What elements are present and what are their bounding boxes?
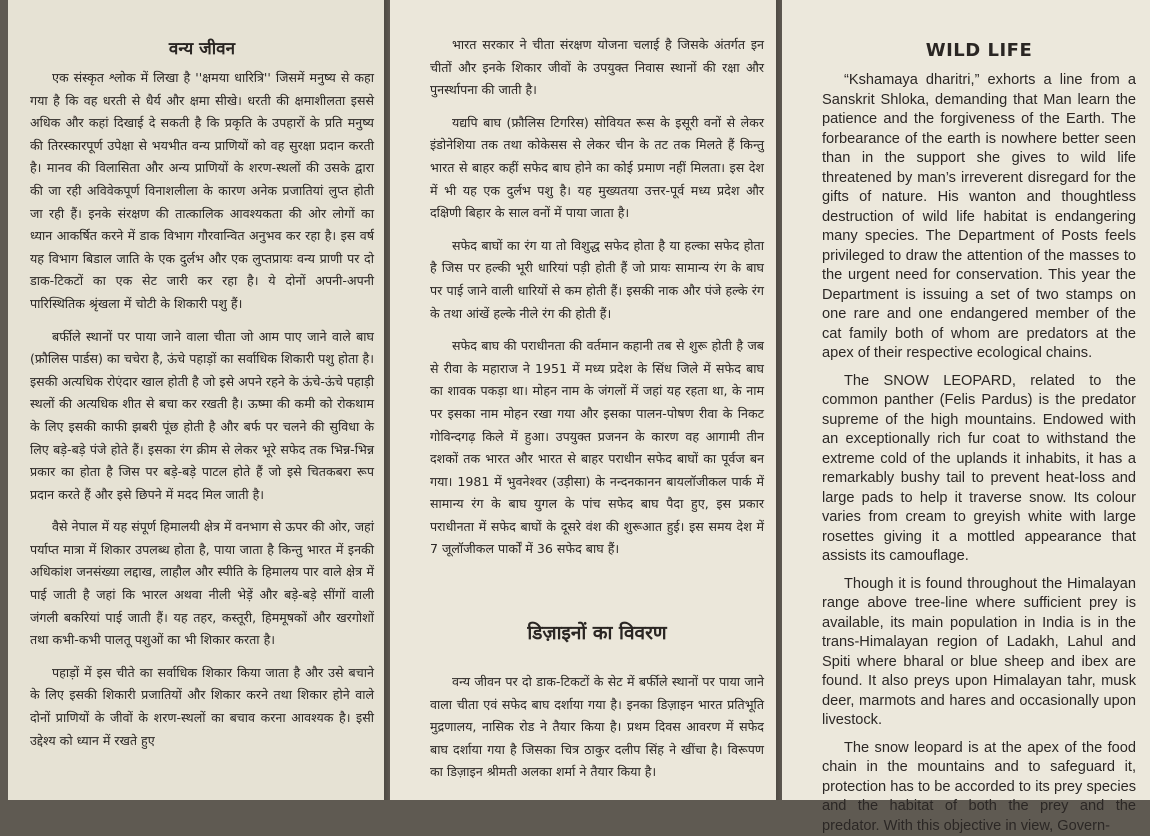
middle-paragraph: भारत सरकार ने चीता संरक्षण योजना चलाई है जिसके अंतर्गत इन चीतों और इनके शिकार जीवों के उपयुक्त निवास स्थानों की रक्षा और पुनर्स्थापना की जाती है। — [430, 34, 764, 102]
right-paragraph: The snow leopard is at the apex of the food chain in the mountains and to safeguard it, protection has to be accorded to its prey species and the habitat of both the prey and the predator. With this objective in view, Govern- — [822, 739, 1136, 836]
hindi-panel-middle — [390, 0, 776, 800]
english-title-wildlife: WILD LIFE — [822, 40, 1136, 61]
right-paragraph: Though it is found throughout the Himalayan range above tree-line where sufficient prey is available, its main population in India is in the trans-Himalayan region of Ladakh, Lahul and Spiti where bharal or blue sheep and ibex are found. It also preys upon Himalayan tahr, musk deer, marmots and hares and occasionally upon livestock. — [822, 575, 1136, 731]
hindi-panel-left — [8, 0, 384, 800]
middle-paragraph: यद्यपि बाघ (फ्रौलिस टिगरिस) सोवियत रूस के इसूरी वनों से लेकर इंडोनेशिया तक तथा कोकेसस से लेकर चीन के तट तक मिलते हैं किन्तु भारत से बाहर कहीं सफेद बाघ होने का कोई प्रमाण नहीं मिलता। इस देश में भी यह एक दुर्लभ पशु है। यह मुख्यतया उत्तर-पूर्व मध्य प्रदेश और दक्षिणी बिहार के साल वनों में पाया जाता है। — [430, 112, 764, 225]
english-panel-right — [782, 0, 1150, 800]
left-paragraph: एक संस्कृत श्लोक में लिखा है ''क्षमया धारित्रि'' जिसमें मनुष्य से कहा गया है कि वह धरती से धैर्य और क्षमा सीखे। धरती की क्षमाशीलता इससे अधिक और कहां दिखाई दे सकती है कि प्रकृति के उपहारों के प्रति मनुष्य की तिरस्कारपूर्ण उपेक्षा से भयभीत वन्य प्राणियों को वह सुरक्षा प्रदान करती है। मानव की विलासिता और अन्य प्राणियों के शरण-स्थलों की उसके द्वारा की जा रही अविवेकपूर्ण विनाशलीला के कारण अनेक प्रजातियां लुप्त होती जा रही हैं। इनके संरक्षण की तात्कालिक आवश्यकता की ओर लोगों का ध्यान आकर्षित करने में डाक विभाग गौरवान्वित अनुभव कर रहा है। इस वर्ष यह विभाग बिडाल जाति के एक दुर्लभ और एक लुप्तप्रायः वन्य प्राणी पर दो डाक-टिकटों का एक सेट जारी कर रहा है। ये दोनों अपनी-अपनी पारिस्थितिक श्रृंखला में चोटी के शिकारी पशु हैं। — [30, 67, 374, 316]
right-paragraph: “Kshamaya dharitri,” exhorts a line from a Sanskrit Shloka, demanding that Man learn the patience and the forgiveness of the Earth. The forbearance of the earth is nowhere better seen than in the support she gives to wild life threatened by man’s irreverent disregard for the gifts of nature. His wanton and thoughtless destruction of wild life habitat is endangering many species. The Department of Posts feels privileged to draw the attention of the masses to the urgent need for conservation. This year the Department is issuing a set of two stamps on one rare and one endangered member of the cat family both of whom are predators at the apex of their respective ecological chains. — [822, 71, 1136, 364]
left-paragraph: बर्फीले स्थानों पर पाया जाने वाला चीता जो आम पाए जाने वाले बाघ (फ्रौलिस पार्डस) का चचेरा है, ऊंचे पहाड़ों का सर्वाधिक शिकारी पशु होता है। इसकी अत्यधिक रोएंदार खाल होती है जो इसे अपने रहने के ऊंचे-ऊंचे पहाड़ी स्थलों की अत्यधिक शीत से बचा कर रखती है। ऊष्मा की कमी को रोकथाम के लिए इसकी काफी झबरी पूंछ होती है और बर्फ पर चलने की सुविधा के लिए बड़े-बड़े पंजे होते हैं। इसका रंग क्रीम से लेकर भूरे सफेद तक भिन्न-भिन्न प्रकार का होता है जिस पर बड़े-बड़े पाटल होते हैं जो इसे चितकबरा रूप प्रदान करते हैं और इसे छिपने में मदद मिल जाती है। — [30, 326, 374, 507]
right-paragraph: The SNOW LEOPARD, related to the common panther (Felis Pardus) is the predator supreme of the high mountains. Endowed with an exceptionally rich fur coat to withstand the extreme cold of the uplands it inhabits, it has a remarkably bushy tail to prevent heat-loss and large pads to help it traverse snow. Its colour varies from cream to greyish white with large rosettes giving it a mottled appearance that assists its camouflage. — [822, 372, 1136, 567]
design-description-title: डिज़ाइनों का विवरण — [430, 619, 764, 645]
hindi-title-wildlife: वन्य जीवन — [30, 36, 374, 59]
left-paragraph: पहाड़ों में इस चीते का सर्वाधिक शिकार किया जाता है और उसे बचाने के लिए इसकी शिकारी प्रजातियों और शिकार करने तथा शिकार होने वाले दोनों प्राणियों के जीवों के शरण-स्थलों का बचाव करना आवश्यक है। इसी उद्देश्य को ध्यान में रखते हुए — [30, 662, 374, 752]
middle-paragraph: वन्य जीवन पर दो डाक-टिकटों के सेट में बर्फीले स्थानों पर पाया जाने वाला चीता एवं सफेद बाघ दर्शाया गया है। इनका डिज़ाइन भारत प्रतिभूति मुद्रणालय, नासिक रोड ने तैयार किया है। प्रथम दिवस आवरण में सफेद बाघ दर्शाया गया है जिसका चित्र ठाकुर दलीप सिंह ने खींचा है। विरूपण का डिज़ाइन श्रीमती अलका शर्मा ने तैयार किया है। — [430, 671, 764, 784]
left-paragraph: वैसे नेपाल में यह संपूर्ण हिमालयी क्षेत्र में वनभाग से ऊपर की ओर, जहां पर्याप्त मात्रा में शिकार उपलब्ध होता है, पाया जाता है किन्तु भारत में इनकी अधिकांश जनसंख्या लद्दाख, लाहौल और स्पीति के हिमालय पार वाले क्षेत्र में पाई जाती है जहां कि भारल अथवा नीली भेड़ें और बड़े-बड़े सींगों वाली जंगली बकरियां पाई जाती हैं। यह तहर, कस्तूरी, हिममूषकों और खरगोशों तथा कभी-कभी पालतू पशुओं का भी शिकार करता है। — [30, 516, 374, 652]
middle-paragraph: सफेद बाघों का रंग या तो विशुद्ध सफेद होता है या हल्का सफेद होता है जिस पर हल्की भूरी धारियां पड़ी होती हैं जो प्रायः सामान्य रंग के बाघ पर पाई जाने वाली धारियों से कम होती हैं। इसकी नाक और पंजे हल्के रंग के तथा आंखें हल्के नीले रंग की होती हैं। — [430, 235, 764, 325]
middle-paragraph: सफेद बाघ की पराधीनता की वर्तमान कहानी तब से शुरू होती है जब से रीवा के महाराज ने 1951 में मध्य प्रदेश के सिंध जिले में सफेद बाघ का शावक पकड़ा था। मोहन नाम के जंगलों में जहां यह रहता था, के नाम पर इसका नाम मोहन रखा गया और इसका पालन-पोषण रीवा के निकट गोविन्दगढ़ किले में हुआ। उपयुक्त प्रजनन के कारण वह आगामी तीन दशकों तक भारत और भारत से बाहर पराधीन सफेद बाघों का पूर्वज बन गया। 1981 में भुवनेश्वर (उड़ीसा) के नन्दनकानन बायलॉजीकल पार्क में सामान्य रंग के बाघ युगल के पांच सफेद बाघ पैदा हुए, इस प्रकार पराधीनता में सफेद बाघों के दूसरे वंश की शुरूआत हुई। इस समय देश में 7 जूलॉजीकल पार्कों में 36 सफेद बाघ हैं। — [430, 335, 764, 561]
